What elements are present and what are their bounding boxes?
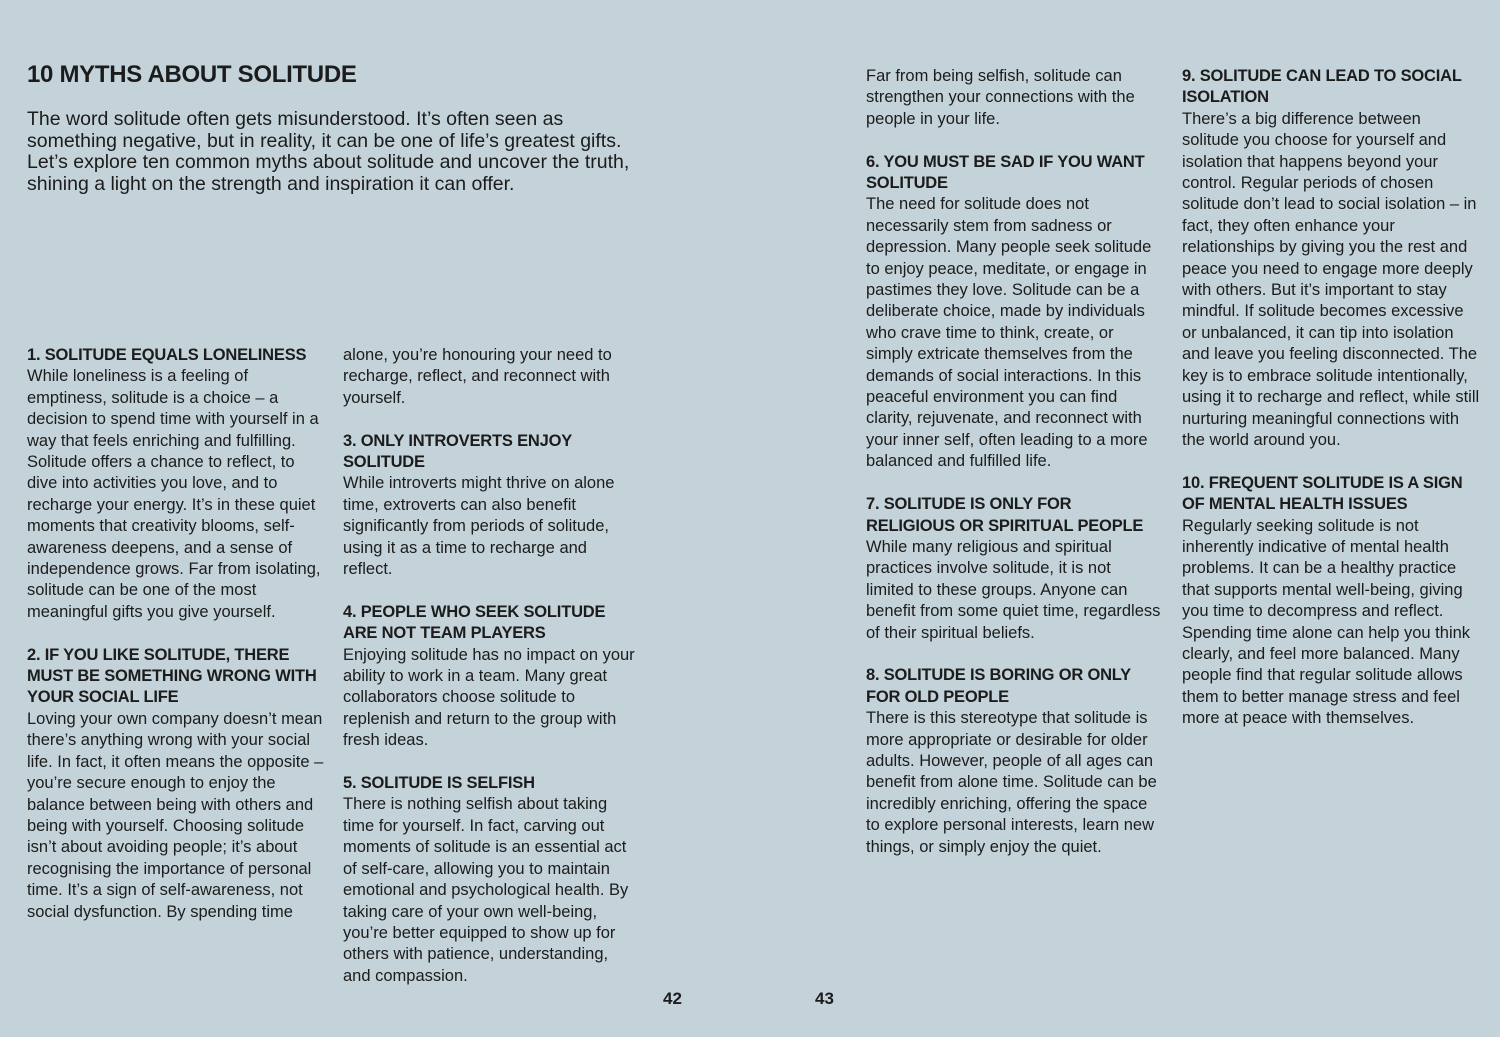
article-title: 10 MYTHS ABOUT SOLITUDE xyxy=(27,61,357,88)
page-number-left: 42 xyxy=(663,989,682,1008)
myth-2-heading: 2. IF YOU LIKE SOLITUDE, THERE MUST BE SOMETHING WRONG WITH YOUR SOCIAL LIFE xyxy=(27,645,317,707)
myth-7-heading: 7. SOLITUDE IS ONLY FOR RELIGIOUS OR SPIRITUAL PEOPLE xyxy=(866,495,1144,535)
column-2 xyxy=(343,345,635,1009)
myth-10-section xyxy=(1182,473,1482,730)
myth-7-section xyxy=(866,494,1162,644)
column-1 xyxy=(27,345,325,944)
myth-6-heading: 6. YOU MUST BE SAD IF YOU WANT SOLITUDE xyxy=(866,152,1145,193)
myth-5-heading: 5. SOLITUDE IS SELFISH xyxy=(343,774,535,793)
myth-5-body: There is nothing selfish about taking time for yourself. In fact, carving out moments of solitude is an essential act of self-care, allowing you to maintain emotional and psychological health. By taking care of your own well-being, you’re better equipped to show up for others with patience, understanding, and compassion. xyxy=(343,795,629,985)
myth-9-heading: 9. SOLITUDE CAN LEAD TO SOCIAL ISOLATION xyxy=(1182,67,1462,107)
myth-9-body: There’s a big difference between solitude you choose for yourself and isolation that happens beyond your control. Regular periods of chosen solitude don’t lead to social isolation – in fact, they often enhance your relationships by giving you the rest and peace you need to engage more deeply with others. But it’s important to stay mindful. If solitude becomes excessive or unbalanced, it can tip into isolation and leave you feeling disconnected. The key is to embrace solitude intentionally, using it to recharge and reflect, while still nurturing meaningful connections with the world around you. xyxy=(1182,109,1480,449)
myth-2-section xyxy=(27,645,325,923)
myth-8-section xyxy=(866,665,1162,858)
myth-4-section xyxy=(343,602,635,752)
myth-6-section xyxy=(866,152,1162,473)
page-number-right: 43 xyxy=(815,989,834,1008)
myth-5-continued xyxy=(866,66,1162,130)
myth-3-body: While introverts might thrive on alone time, extroverts can also benefit significantly from periods of solitude, using it as a time to recharge and reflect. xyxy=(343,474,615,579)
myth-5-body-continued: Far from being selfish, solitude can strengthen your connections with the people in your life. xyxy=(866,67,1135,128)
myth-2-continued xyxy=(343,345,635,409)
column-4 xyxy=(1182,66,1482,751)
myth-8-body: There is this stereotype that solitude is more appropriate or desirable for older adults. However, people of all ages can benefit from alone time. Solitude can be incredibly enriching, offering the space to explore personal interests, learn new things, or simply enjoy the quiet. xyxy=(866,709,1157,856)
myth-10-body: Regularly seeking solitude is not inherently indicative of mental health problems. It can be a healthy practice that supports mental well-being, giving you time to decompress and reflect. Spending time alone can help you think clearly, and feel more balanced. Many people find that regular solitude allows them to better manage stress and feel more at peace with themselves. xyxy=(1182,516,1471,728)
myth-4-body: Enjoying solitude has no impact on your ability to work in a team. Many great collaborators choose solitude to replenish and return to the group with fresh ideas. xyxy=(343,645,635,750)
myth-3-heading: 3. ONLY INTROVERTS ENJOY SOLITUDE xyxy=(343,431,572,472)
myth-3-section xyxy=(343,431,635,581)
right-page xyxy=(750,0,1500,1037)
intro-paragraph: The word solitude often gets misunderstood. It’s often seen as something negative, but in reality, it can be one of life’s greatest gifts. Let’s explore ten common myths about solitude and uncover the truth, shining a light on the strength and inspiration it can offer. xyxy=(27,108,630,195)
myth-9-section xyxy=(1182,66,1482,451)
myth-4-heading: 4. PEOPLE WHO SEEK SOLITUDE ARE NOT TEAM PLAYERS xyxy=(343,602,606,643)
myth-7-body: While many religious and spiritual practices involve solitude, it is not limited to these groups. Anyone can benefit from some quiet time, regardless of their spiritual beliefs. xyxy=(866,537,1161,642)
myth-1-body: While loneliness is a feeling of emptiness, solitude is a choice – a decision to spend time with yourself in a way that feels enriching and fulfilling. Solitude offers a chance to reflect, to dive into activities you love, and to recharge your energy. It’s in these quiet moments that creativity blooms, self-awareness deepens, and a sense of independence grows. Far from isolating, solitude can be one of the most meaningful gifts you give yourself. xyxy=(27,367,321,621)
myth-10-heading: 10. FREQUENT SOLITUDE IS A SIGN OF MENTAL HEALTH ISSUES xyxy=(1182,473,1463,514)
myth-2-body: Loving your own company doesn’t mean there’s anything wrong with your social life. In fact, it often means the opposite – you’re secure enough to enjoy the balance between being with others and being with yourself. Choosing solitude isn’t about avoiding people; it’s about recognising the importance of personal time. It’s a sign of self-awareness, not social dysfunction. By spending time xyxy=(27,709,324,921)
myth-8-heading: 8. SOLITUDE IS BORING OR ONLY FOR OLD PEOPLE xyxy=(866,666,1131,706)
myth-2-body-continued: alone, you’re honouring your need to recharge, reflect, and reconnect with yourself. xyxy=(343,346,612,407)
myth-1-section xyxy=(27,345,325,623)
column-3 xyxy=(866,66,1162,879)
myth-1-heading: 1. SOLITUDE EQUALS LONELINESS xyxy=(27,346,307,364)
myth-6-body: The need for solitude does not necessarily stem from sadness or depression. Many people seek solitude to enjoy peace, meditate, or engage in pastimes they love. Solitude can be a deliberate choice, made by individuals who crave time to think, create, or simply extricate themselves from the demands of social interactions. In this peaceful environment you can find clarity, rejuvenate, and reconnect with your inner self, often leading to a more balanced and fulfilled life. xyxy=(866,195,1152,471)
myth-5-section xyxy=(343,773,635,987)
